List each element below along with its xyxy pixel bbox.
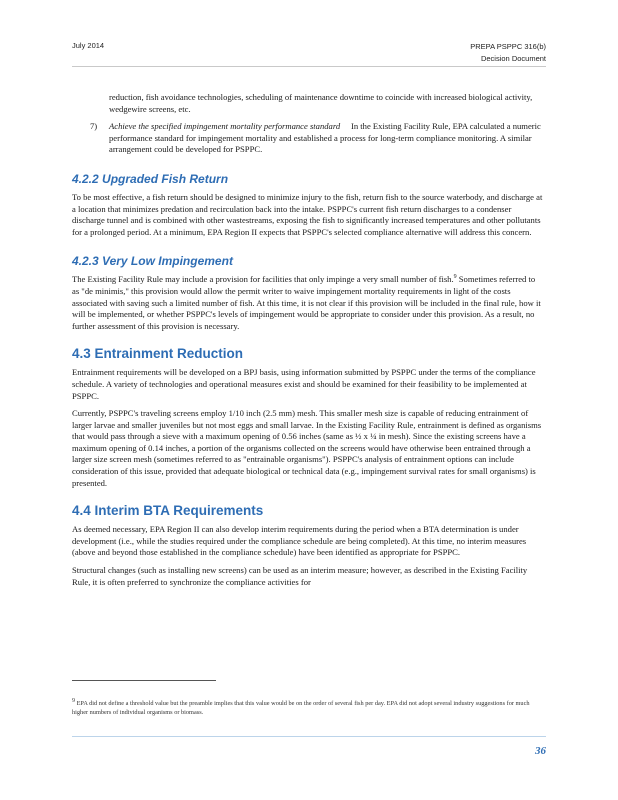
page-body	[72, 92, 544, 594]
list-item-lead: Achieve the specified impingement mortality performance standard	[109, 121, 341, 132]
list-item-body: In the Existing Facility Rule, EPA calculated a numeric performance standard for impingement mortality and established a process for long-term compliance monitoring. A similar arrangement could be developed for PSPPC.	[109, 121, 541, 155]
continued-list-text: reduction, fish avoidance technologies, scheduling of maintenance downtime to coincide with increased biological activity, wedgewire screens, etc.	[109, 92, 533, 114]
paragraph-4-2-3-part-a: The Existing Facility Rule may include a provision for facilities that only impinge a very small number of fish.	[72, 274, 454, 285]
footer-rule	[72, 736, 546, 737]
paragraph-4-2-2: To be most effective, a fish return should be designed to minimize injury to the fish, return fish to the source waterbody, and discharge at a location that minimizes predation and recirculation back into the intake. PSPPC's current fish return discharges to a condenser discharge tunnel and is combined with other wastestreams, exposing the fish to significantly increased temperatures and other pollutants for a prolonged period. At a minimum, EPA Region II expects that PSPPC's selected compliance alternative will address this concern.	[72, 191, 543, 237]
header-doc-title	[470, 41, 546, 65]
paragraph-4-4-2: Structural changes (such as installing new screens) can be used as an interim measure; however, as described in the Existing Facility Rule, it is often preferred to synchronize the compliance activities for	[72, 565, 528, 587]
footnote-number: 9	[72, 697, 75, 704]
paragraph-4-3-2: Currently, PSPPC's traveling screens employ 1/10 inch (2.5 mm) mesh. This smaller mesh size is capable of reducing entrainment of larger larvae and smaller juveniles but not most eggs and small larvae. In the Existing Facility Rule, entrainment is defined as organisms that would pass through a sieve with a maximum opening of 0.56 inches (same as ½ x ¼ in mesh). Since the existing screens have a maximum opening of 0.14 inches, a portion of the organisms collected on the screens would have otherwise been entrained through a larger size screen mesh (sometimes referred to as "entrainable organisms"). PSPPC's analysis of entrainment options can include consideration of this issue, provided that adequate biological or technical data (e.g., impingement survival rates for small organisms) is presented.	[72, 408, 542, 488]
paragraph-4-4-1: As deemed necessary, EPA Region II can also develop interim requirements during the period when a BTA determination is under development (i.e., while the studies required under the compliance schedule are being completed). At this time, no interim measures (above and beyond those established in the compliance schedule) have been identified as appropriate for PSPPC.	[72, 524, 527, 558]
heading-4-4: 4.4 Interim BTA Requirements	[72, 503, 264, 519]
list-item-number: 7)	[90, 121, 98, 132]
footnote-rule	[72, 680, 216, 681]
heading-4-2-2: 4.2.2 Upgraded Fish Return	[72, 171, 229, 186]
paragraph-4-2-3	[72, 274, 544, 332]
heading-4-2-3: 4.2.3 Very Low Impingement	[72, 254, 233, 269]
list-item-7	[72, 121, 544, 156]
header-rule	[72, 66, 546, 67]
footnote-reference[interactable]: 9	[453, 274, 457, 281]
paragraph-4-3-1: Entrainment requirements will be developed on a BPJ basis, using information submitted by PSPPC under the terms of the compliance schedule. A variety of technologies and operational measures exist and should be examined for their feasibility to be implemented at PSPPC.	[72, 367, 536, 401]
header-doc-title-line1: PREPA PSPPC 316(b)	[470, 42, 546, 51]
footnote	[72, 697, 546, 717]
page-number: 36	[535, 745, 546, 757]
footnote-text: EPA did not define a threshold value but the preamble implies that this value would be on the order of several fish per day. EPA did not adopt several industry suggestions for much higher numbers of individual organisms or biomass.	[72, 700, 530, 716]
heading-4-3: 4.3 Entrainment Reduction	[72, 346, 244, 362]
header-date: July 2014	[72, 41, 105, 50]
paragraph-4-2-3-part-b: Sometimes referred to as "de minimis," this provision would allow the permit writer to waive impingement mortality requirements in light of the costs associated with saving such a limited number of fish. At this time, it is not clear if this provision will be included in the final rule, how it will be implemented, or whether PSPPC's levels of impingement would be appropriate to consider under this provision. As a result, no further assessment of this provision is necessary.	[72, 274, 541, 331]
header-doc-title-line2: Decision Document	[480, 54, 546, 63]
